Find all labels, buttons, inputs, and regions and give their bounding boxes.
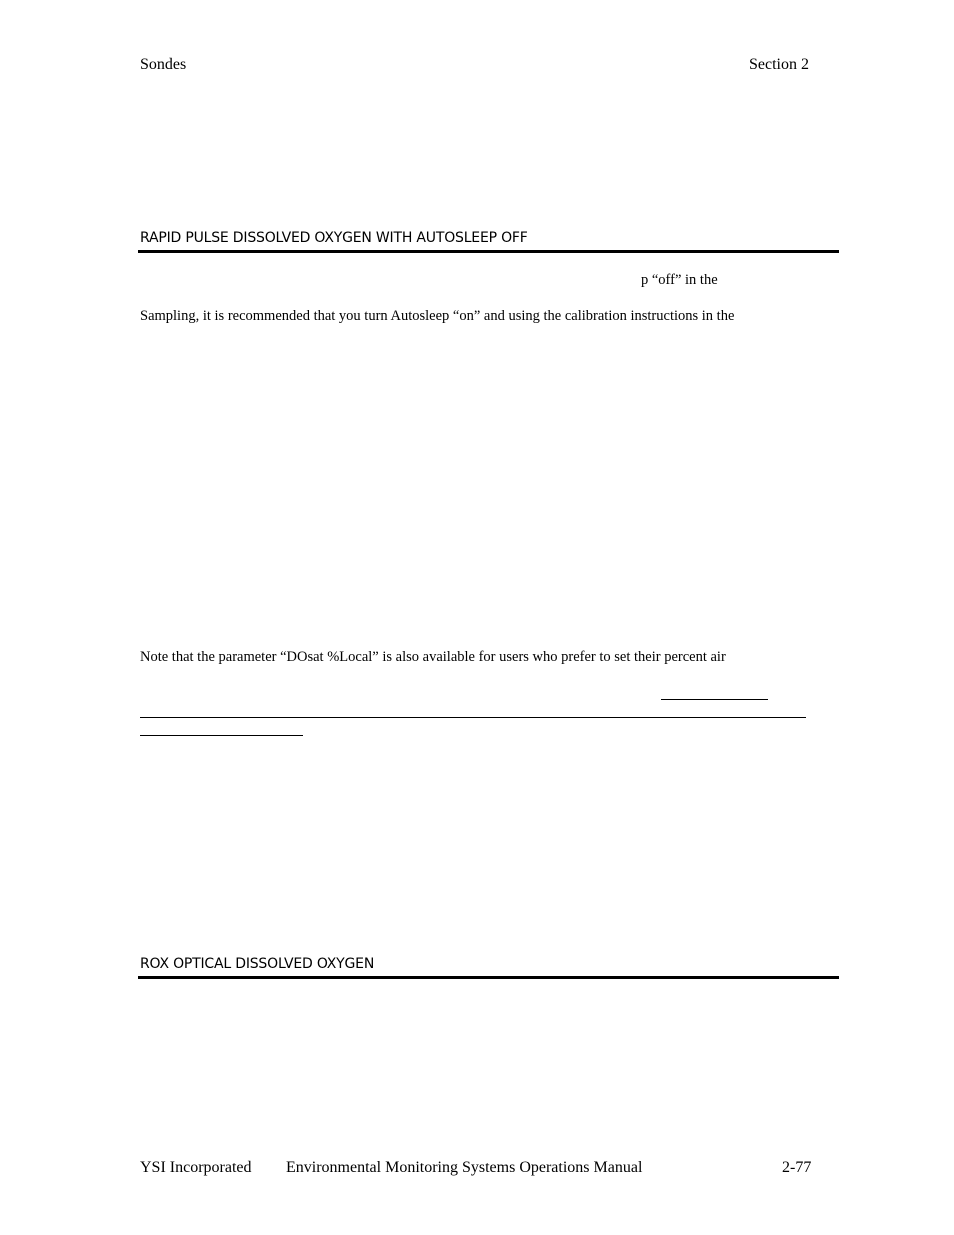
link-underline bbox=[140, 717, 806, 718]
section-rule bbox=[138, 250, 839, 253]
link-underline bbox=[140, 735, 303, 736]
header-left: Sondes bbox=[140, 56, 187, 73]
note-line: Note that the parameter “DOsat %Local” is also available for users who prefer to set their percent air bbox=[140, 649, 726, 665]
paragraph-fragment: p “off” in the bbox=[641, 272, 718, 288]
header-right: Section 2 bbox=[749, 56, 809, 73]
section-title-rapid-pulse: RAPID PULSE DISSOLVED OXYGEN WITH AUTOSLEEP OFF bbox=[140, 230, 528, 246]
paragraph-line: Sampling, it is recommended that you turn Autosleep “on” and using the calibration instructions in the bbox=[140, 308, 735, 324]
footer-company: YSI Incorporated bbox=[140, 1159, 252, 1176]
page-number: 2-77 bbox=[782, 1159, 812, 1176]
footer-manual-title: Environmental Monitoring Systems Operations Manual bbox=[286, 1159, 643, 1176]
section-rule bbox=[138, 976, 839, 979]
link-underline bbox=[661, 699, 768, 700]
section-title-rox-optical: ROX OPTICAL DISSOLVED OXYGEN bbox=[140, 956, 375, 972]
